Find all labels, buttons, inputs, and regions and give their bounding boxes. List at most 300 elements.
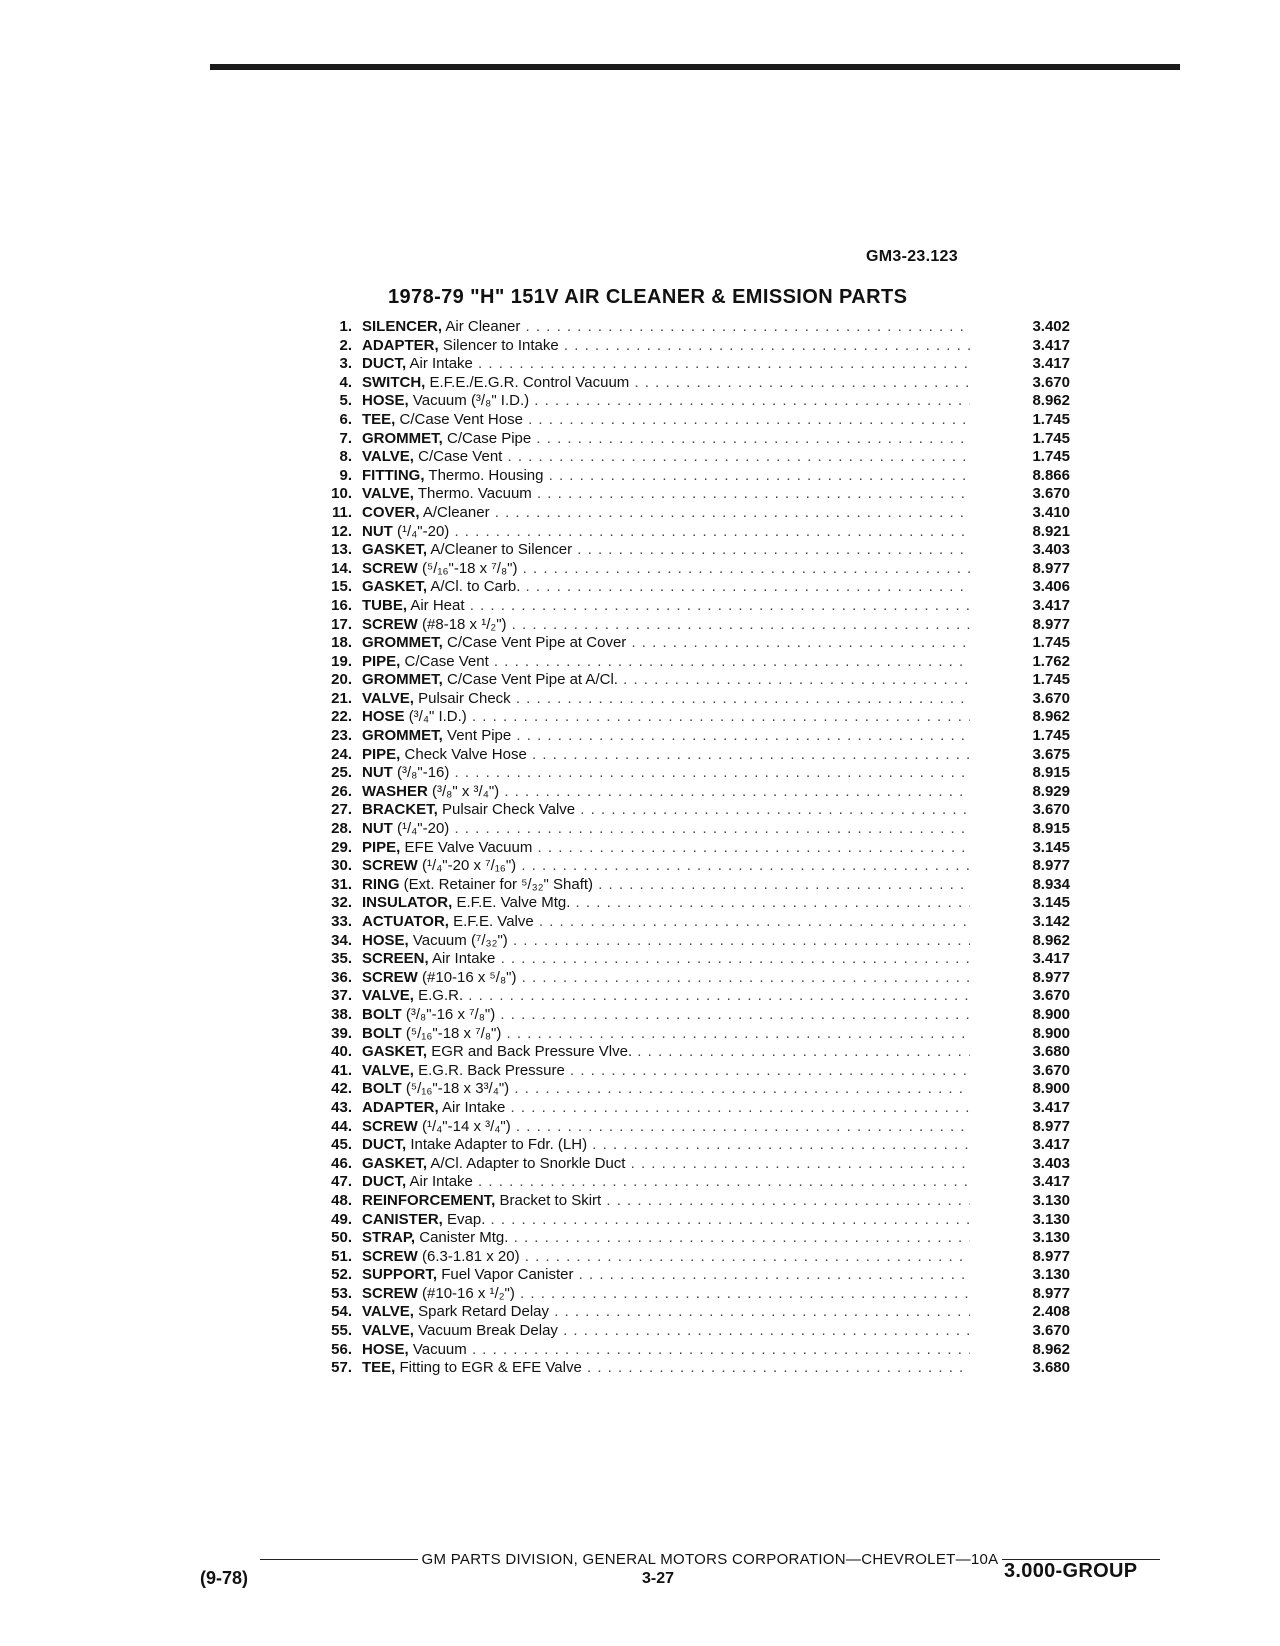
part-group-number: 8.977 <box>1032 615 1070 633</box>
part-description <box>362 523 970 542</box>
part-detail: EFE Valve Vacuum <box>404 838 533 856</box>
part-row <box>300 1043 1070 1062</box>
part-row <box>300 1248 1070 1267</box>
part-row <box>300 1192 1070 1211</box>
part-detail: Pulsair Check Valve <box>442 801 576 819</box>
part-number: 28. <box>331 820 352 838</box>
page-number: 3-27 <box>642 1570 675 1587</box>
part-row <box>300 1359 1070 1378</box>
part-description <box>362 1025 970 1044</box>
part-name: PIPE, <box>362 745 401 763</box>
part-name: GASKET, <box>362 1043 428 1061</box>
part-detail: C/Case Vent Hose <box>399 410 523 428</box>
part-row <box>300 969 1070 988</box>
part-detail: Thermo. Housing <box>428 466 544 484</box>
part-group-number: 3.417 <box>1032 355 1070 373</box>
part-row <box>300 616 1070 635</box>
part-detail: A/Cleaner to Silencer <box>430 541 573 559</box>
part-number: 57. <box>331 1359 352 1377</box>
part-name: SCREW <box>362 559 418 577</box>
part-name: PIPE, <box>362 838 401 856</box>
part-name: SCREW <box>362 1117 418 1135</box>
part-detail: (¹/₄"-14 x ³/₄") <box>422 1117 511 1135</box>
part-detail: Canister Mtg. <box>419 1229 509 1247</box>
footer-rule-left <box>260 1559 418 1560</box>
part-group-number: 3.417 <box>1032 1136 1070 1154</box>
part-detail: (¹/₄"-20) <box>397 522 450 540</box>
part-number: 26. <box>331 782 352 800</box>
part-detail: (¹/₄"-20 x ⁷/₁₆") <box>422 857 517 875</box>
part-description <box>362 653 970 672</box>
part-number: 30. <box>331 857 352 875</box>
part-group-number: 8.977 <box>1032 559 1070 577</box>
part-group-number: 3.406 <box>1032 578 1070 596</box>
part-group-number: 3.417 <box>1032 336 1070 354</box>
part-name: SCREEN, <box>362 950 429 968</box>
part-row <box>300 578 1070 597</box>
part-row <box>300 1303 1070 1322</box>
part-group-number: 8.900 <box>1032 1005 1070 1023</box>
part-number: 9. <box>339 466 352 484</box>
part-detail: Fitting to EGR & EFE Valve <box>399 1359 582 1377</box>
part-name: GROMMET, <box>362 671 443 689</box>
part-detail: (Ext. Retainer for ⁵/₃₂" Shaft) <box>403 875 594 893</box>
part-number: 10. <box>331 485 352 503</box>
part-number: 31. <box>331 875 352 893</box>
part-group-number: 1.745 <box>1032 727 1070 745</box>
part-group-number: 3.130 <box>1032 1266 1070 1284</box>
part-row <box>300 894 1070 913</box>
part-name: SCREW <box>362 857 418 875</box>
part-description <box>362 801 970 820</box>
part-detail: Vacuum <box>412 1340 467 1358</box>
part-description <box>362 727 970 746</box>
part-number: 24. <box>331 745 352 763</box>
part-number: 6. <box>339 410 352 428</box>
part-row <box>300 820 1070 839</box>
part-group-number: 3.417 <box>1032 1098 1070 1116</box>
part-name: BOLT <box>362 1024 402 1042</box>
part-name: ACTUATOR, <box>362 913 449 930</box>
part-row <box>300 1062 1070 1081</box>
part-row <box>300 430 1070 449</box>
part-row <box>300 504 1070 523</box>
part-description <box>362 857 970 876</box>
part-detail: (#8-18 x ¹/₂") <box>422 615 507 633</box>
part-detail: E.G.R. Back Pressure <box>418 1061 565 1079</box>
part-row <box>300 337 1070 356</box>
part-row <box>300 560 1070 579</box>
footer-publisher: GM PARTS DIVISION, GENERAL MOTORS CORPORATION—CHEVROLET—10A <box>421 1551 999 1568</box>
part-description <box>362 355 970 374</box>
part-name: NUT <box>362 764 393 782</box>
part-group-number: 8.866 <box>1032 466 1070 484</box>
part-detail: (³/₄" I.D.) <box>408 708 467 726</box>
part-number: 44. <box>331 1117 352 1135</box>
part-description <box>362 913 970 932</box>
part-description <box>362 411 970 430</box>
part-description <box>362 1211 970 1230</box>
part-description <box>362 337 970 356</box>
part-row <box>300 411 1070 430</box>
part-group-number: 8.962 <box>1032 1340 1070 1358</box>
part-detail: (³/₈"-16 x ⁷/₈") <box>405 1005 496 1023</box>
part-detail: Intake Adapter to Fdr. (LH) <box>410 1136 588 1154</box>
part-group-number: 8.977 <box>1032 857 1070 875</box>
part-group-number: 3.402 <box>1032 318 1070 335</box>
part-name: SUPPORT, <box>362 1266 438 1284</box>
part-number: 46. <box>331 1154 352 1172</box>
part-description <box>362 374 970 393</box>
part-description <box>362 430 970 449</box>
part-row <box>300 857 1070 876</box>
part-number: 55. <box>331 1322 352 1340</box>
part-group-number: 3.403 <box>1032 1154 1070 1172</box>
part-group-number: 3.680 <box>1032 1043 1070 1061</box>
part-description <box>362 597 970 616</box>
part-group-number: 8.900 <box>1032 1024 1070 1042</box>
part-row <box>300 708 1070 727</box>
part-group-number: 3.670 <box>1032 689 1070 707</box>
part-description <box>362 876 970 895</box>
part-name: TEE, <box>362 410 396 428</box>
part-row <box>300 1155 1070 1174</box>
part-description <box>362 1173 970 1192</box>
part-detail: (⁵/₁₆"-18 x 3³/₄") <box>405 1080 510 1098</box>
part-description <box>362 1155 970 1174</box>
part-description <box>362 1266 970 1285</box>
part-number: 51. <box>331 1247 352 1265</box>
part-name: DUCT, <box>362 355 407 373</box>
part-detail: C/Case Vent <box>418 448 503 466</box>
part-name: GASKET, <box>362 578 428 596</box>
part-name: GASKET, <box>362 1154 428 1172</box>
part-row <box>300 1136 1070 1155</box>
part-description <box>362 485 970 504</box>
part-detail: Bracket to Skirt <box>499 1191 602 1209</box>
part-number: 21. <box>331 689 352 707</box>
part-description <box>362 1359 970 1378</box>
part-row <box>300 318 1070 337</box>
part-number: 47. <box>331 1173 352 1191</box>
part-group-number: 3.670 <box>1032 1322 1070 1340</box>
part-detail: E.F.E./E.G.R. Control Vacuum <box>429 373 630 391</box>
part-name: VALVE, <box>362 987 414 1005</box>
part-number: 54. <box>331 1303 352 1321</box>
part-name: HOSE, <box>362 392 409 410</box>
part-detail: A/Cl. Adapter to Snorkle Duct <box>430 1154 626 1172</box>
part-number: 19. <box>331 652 352 670</box>
part-row <box>300 671 1070 690</box>
part-name: VALVE, <box>362 1322 414 1340</box>
part-number: 3. <box>339 355 352 373</box>
part-row <box>300 1341 1070 1360</box>
part-description <box>362 1006 970 1025</box>
part-description <box>362 1192 970 1211</box>
part-group-number: 1.745 <box>1032 429 1070 447</box>
part-detail: Check Valve Hose <box>404 745 527 763</box>
part-row <box>300 746 1070 765</box>
part-name: TUBE, <box>362 596 407 614</box>
part-name: HOSE <box>362 708 405 726</box>
part-group-number: 3.130 <box>1032 1229 1070 1247</box>
part-name: INSULATOR, <box>362 894 453 912</box>
part-description <box>362 1229 970 1248</box>
part-number: 23. <box>331 727 352 745</box>
part-name: GROMMET, <box>362 634 443 652</box>
part-group-number: 8.915 <box>1032 820 1070 838</box>
part-number: 32. <box>331 894 352 912</box>
part-description <box>362 932 970 951</box>
part-number: 29. <box>331 838 352 856</box>
part-name: COVER, <box>362 503 420 521</box>
part-row <box>300 374 1070 393</box>
part-detail: (⁵/₁₆"-18 x ⁷/₈") <box>422 559 518 577</box>
part-group-number: 8.934 <box>1032 875 1070 893</box>
part-description <box>362 504 970 523</box>
part-detail: (#10-16 x ¹/₂") <box>422 1284 515 1302</box>
part-row <box>300 1025 1070 1044</box>
part-description <box>362 820 970 839</box>
part-detail: Pulsair Check <box>418 689 511 707</box>
part-detail: C/Case Vent Pipe at A/Cl. <box>447 671 618 689</box>
part-number: 1. <box>339 318 352 335</box>
part-row <box>300 876 1070 895</box>
part-description <box>362 671 970 690</box>
part-name: SILENCER, <box>362 318 443 335</box>
part-group-number: 8.929 <box>1032 782 1070 800</box>
part-group-number: 1.745 <box>1032 448 1070 466</box>
part-description <box>362 1062 970 1081</box>
part-group-number: 3.130 <box>1032 1210 1070 1228</box>
part-name: TEE, <box>362 1359 396 1377</box>
part-row <box>300 1211 1070 1230</box>
part-group-number: 8.977 <box>1032 1117 1070 1135</box>
part-detail: Vacuum (⁷/₃₂") <box>412 931 508 949</box>
part-name: VALVE, <box>362 689 414 707</box>
top-rule <box>210 64 1180 70</box>
part-row <box>300 1080 1070 1099</box>
part-group-number: 8.962 <box>1032 708 1070 726</box>
part-detail: E.F.E. Valve Mtg. <box>456 894 571 912</box>
part-detail: Vacuum (³/₈" I.D.) <box>412 392 530 410</box>
part-number: 41. <box>331 1061 352 1079</box>
part-group-number: 2.408 <box>1032 1303 1070 1321</box>
part-row <box>300 1229 1070 1248</box>
part-group-number: 3.417 <box>1032 1173 1070 1191</box>
part-name: SWITCH, <box>362 373 426 391</box>
part-name: NUT <box>362 820 393 838</box>
part-group-number: 8.915 <box>1032 764 1070 782</box>
part-name: GASKET, <box>362 541 428 559</box>
parts-list <box>300 318 1070 1378</box>
part-group-number: 3.142 <box>1032 913 1070 930</box>
part-detail: E.F.E. Valve <box>453 913 534 930</box>
part-number: 11. <box>331 503 352 521</box>
part-number: 5. <box>339 392 352 410</box>
part-name: GROMMET, <box>362 429 443 447</box>
part-detail: (¹/₄"-20) <box>397 820 450 838</box>
part-description <box>362 1341 970 1360</box>
part-group-number: 3.145 <box>1032 894 1070 912</box>
part-name: DUCT, <box>362 1136 407 1154</box>
part-row <box>300 913 1070 932</box>
part-group-number: 3.680 <box>1032 1359 1070 1377</box>
part-name: NUT <box>362 522 393 540</box>
part-group-number: 3.670 <box>1032 987 1070 1005</box>
part-number: 25. <box>331 764 352 782</box>
part-description <box>362 894 970 913</box>
part-description <box>362 1248 970 1267</box>
part-name: HOSE, <box>362 931 409 949</box>
document-code: GM3-23.123 <box>866 248 958 265</box>
part-name: HOSE, <box>362 1340 409 1358</box>
part-group-number: 3.145 <box>1032 838 1070 856</box>
part-row <box>300 950 1070 969</box>
part-group-number: 8.921 <box>1032 522 1070 540</box>
part-description <box>362 1303 970 1322</box>
part-description <box>362 392 970 411</box>
part-description <box>362 578 970 597</box>
page-title: 1978-79 "H" 151V AIR CLEANER & EMISSION PARTS <box>388 286 908 308</box>
part-detail: Thermo. Vacuum <box>417 485 532 503</box>
part-name: VALVE, <box>362 448 414 466</box>
part-row <box>300 932 1070 951</box>
part-number: 37. <box>331 987 352 1005</box>
part-number: 20. <box>331 671 352 689</box>
part-row <box>300 448 1070 467</box>
part-name: GROMMET, <box>362 727 443 745</box>
part-description <box>362 1285 970 1304</box>
part-row <box>300 783 1070 802</box>
part-detail: A/Cleaner <box>422 503 490 521</box>
part-detail: Air Cleaner <box>445 318 521 335</box>
part-detail: C/Case Vent Pipe at Cover <box>447 634 627 652</box>
part-name: BRACKET, <box>362 801 438 819</box>
part-detail: Fuel Vapor Canister <box>441 1266 574 1284</box>
part-description <box>362 1099 970 1118</box>
part-detail: Air Intake <box>432 950 496 968</box>
part-description <box>362 318 970 337</box>
part-row <box>300 1322 1070 1341</box>
part-group-number: 3.670 <box>1032 485 1070 503</box>
part-group-number: 3.417 <box>1032 950 1070 968</box>
part-detail: (³/₈"-16) <box>397 764 450 782</box>
part-row <box>300 1099 1070 1118</box>
part-group-number: 8.977 <box>1032 1284 1070 1302</box>
part-description <box>362 1322 970 1341</box>
part-detail: (⁵/₁₆"-18 x ⁷/₈") <box>405 1024 502 1042</box>
part-detail: (#10-16 x ⁵/₈") <box>422 968 517 986</box>
part-description <box>362 783 970 802</box>
part-number: 12. <box>331 522 352 540</box>
part-row <box>300 801 1070 820</box>
part-number: 52. <box>331 1266 352 1284</box>
part-number: 7. <box>339 429 352 447</box>
part-row <box>300 634 1070 653</box>
part-description <box>362 448 970 467</box>
part-row <box>300 1285 1070 1304</box>
part-description <box>362 969 970 988</box>
part-name: STRAP, <box>362 1229 416 1247</box>
part-row <box>300 467 1070 486</box>
part-number: 49. <box>331 1210 352 1228</box>
part-row <box>300 1266 1070 1285</box>
part-number: 13. <box>331 541 352 559</box>
part-name: ADAPTER, <box>362 1098 439 1116</box>
part-number: 50. <box>331 1229 352 1247</box>
part-group-number: 8.977 <box>1032 1247 1070 1265</box>
part-description <box>362 690 970 709</box>
part-group-number: 3.403 <box>1032 541 1070 559</box>
part-group-number: 3.670 <box>1032 1061 1070 1079</box>
part-description <box>362 746 970 765</box>
part-group-number: 3.130 <box>1032 1191 1070 1209</box>
part-name: VALVE, <box>362 485 414 503</box>
part-name: REINFORCEMENT, <box>362 1191 496 1209</box>
part-number: 40. <box>331 1043 352 1061</box>
part-number: 56. <box>331 1340 352 1358</box>
part-description <box>362 1080 970 1099</box>
part-name: VALVE, <box>362 1061 414 1079</box>
part-number: 34. <box>331 931 352 949</box>
part-group-number: 8.977 <box>1032 968 1070 986</box>
part-number: 42. <box>331 1080 352 1098</box>
part-row <box>300 355 1070 374</box>
part-number: 14. <box>331 559 352 577</box>
part-detail: Air Heat <box>410 596 465 614</box>
part-group-number: 8.962 <box>1032 392 1070 410</box>
part-row <box>300 727 1070 746</box>
part-detail: E.G.R. <box>418 987 464 1005</box>
part-group-number: 1.745 <box>1032 410 1070 428</box>
part-description <box>362 1043 970 1062</box>
part-group-number: 8.900 <box>1032 1080 1070 1098</box>
part-number: 17. <box>331 615 352 633</box>
part-row <box>300 764 1070 783</box>
part-name: DUCT, <box>362 1173 407 1191</box>
group-code: 3.000-GROUP <box>1004 1560 1138 1582</box>
part-description <box>362 708 970 727</box>
part-number: 53. <box>331 1284 352 1302</box>
part-description <box>362 1136 970 1155</box>
part-number: 38. <box>331 1005 352 1023</box>
revision-date: (9-78) <box>200 1568 249 1588</box>
part-description <box>362 634 970 653</box>
part-row <box>300 653 1070 672</box>
part-name: SCREW <box>362 1284 418 1302</box>
part-row <box>300 690 1070 709</box>
part-number: 35. <box>331 950 352 968</box>
part-detail: C/Case Pipe <box>447 429 532 447</box>
part-detail: (³/₈" x ³/₄") <box>432 782 500 800</box>
part-name: VALVE, <box>362 1303 414 1321</box>
part-name: BOLT <box>362 1080 402 1098</box>
part-row <box>300 987 1070 1006</box>
part-number: 4. <box>339 373 352 391</box>
part-detail: Vacuum Break Delay <box>418 1322 558 1340</box>
part-description <box>362 950 970 969</box>
part-description <box>362 1118 970 1137</box>
part-number: 16. <box>331 596 352 614</box>
part-name: SCREW <box>362 968 418 986</box>
part-number: 15. <box>331 578 352 596</box>
part-name: FITTING, <box>362 466 425 484</box>
part-row <box>300 541 1070 560</box>
part-number: 22. <box>331 708 352 726</box>
part-number: 2. <box>339 336 352 354</box>
part-group-number: 1.762 <box>1032 652 1070 670</box>
